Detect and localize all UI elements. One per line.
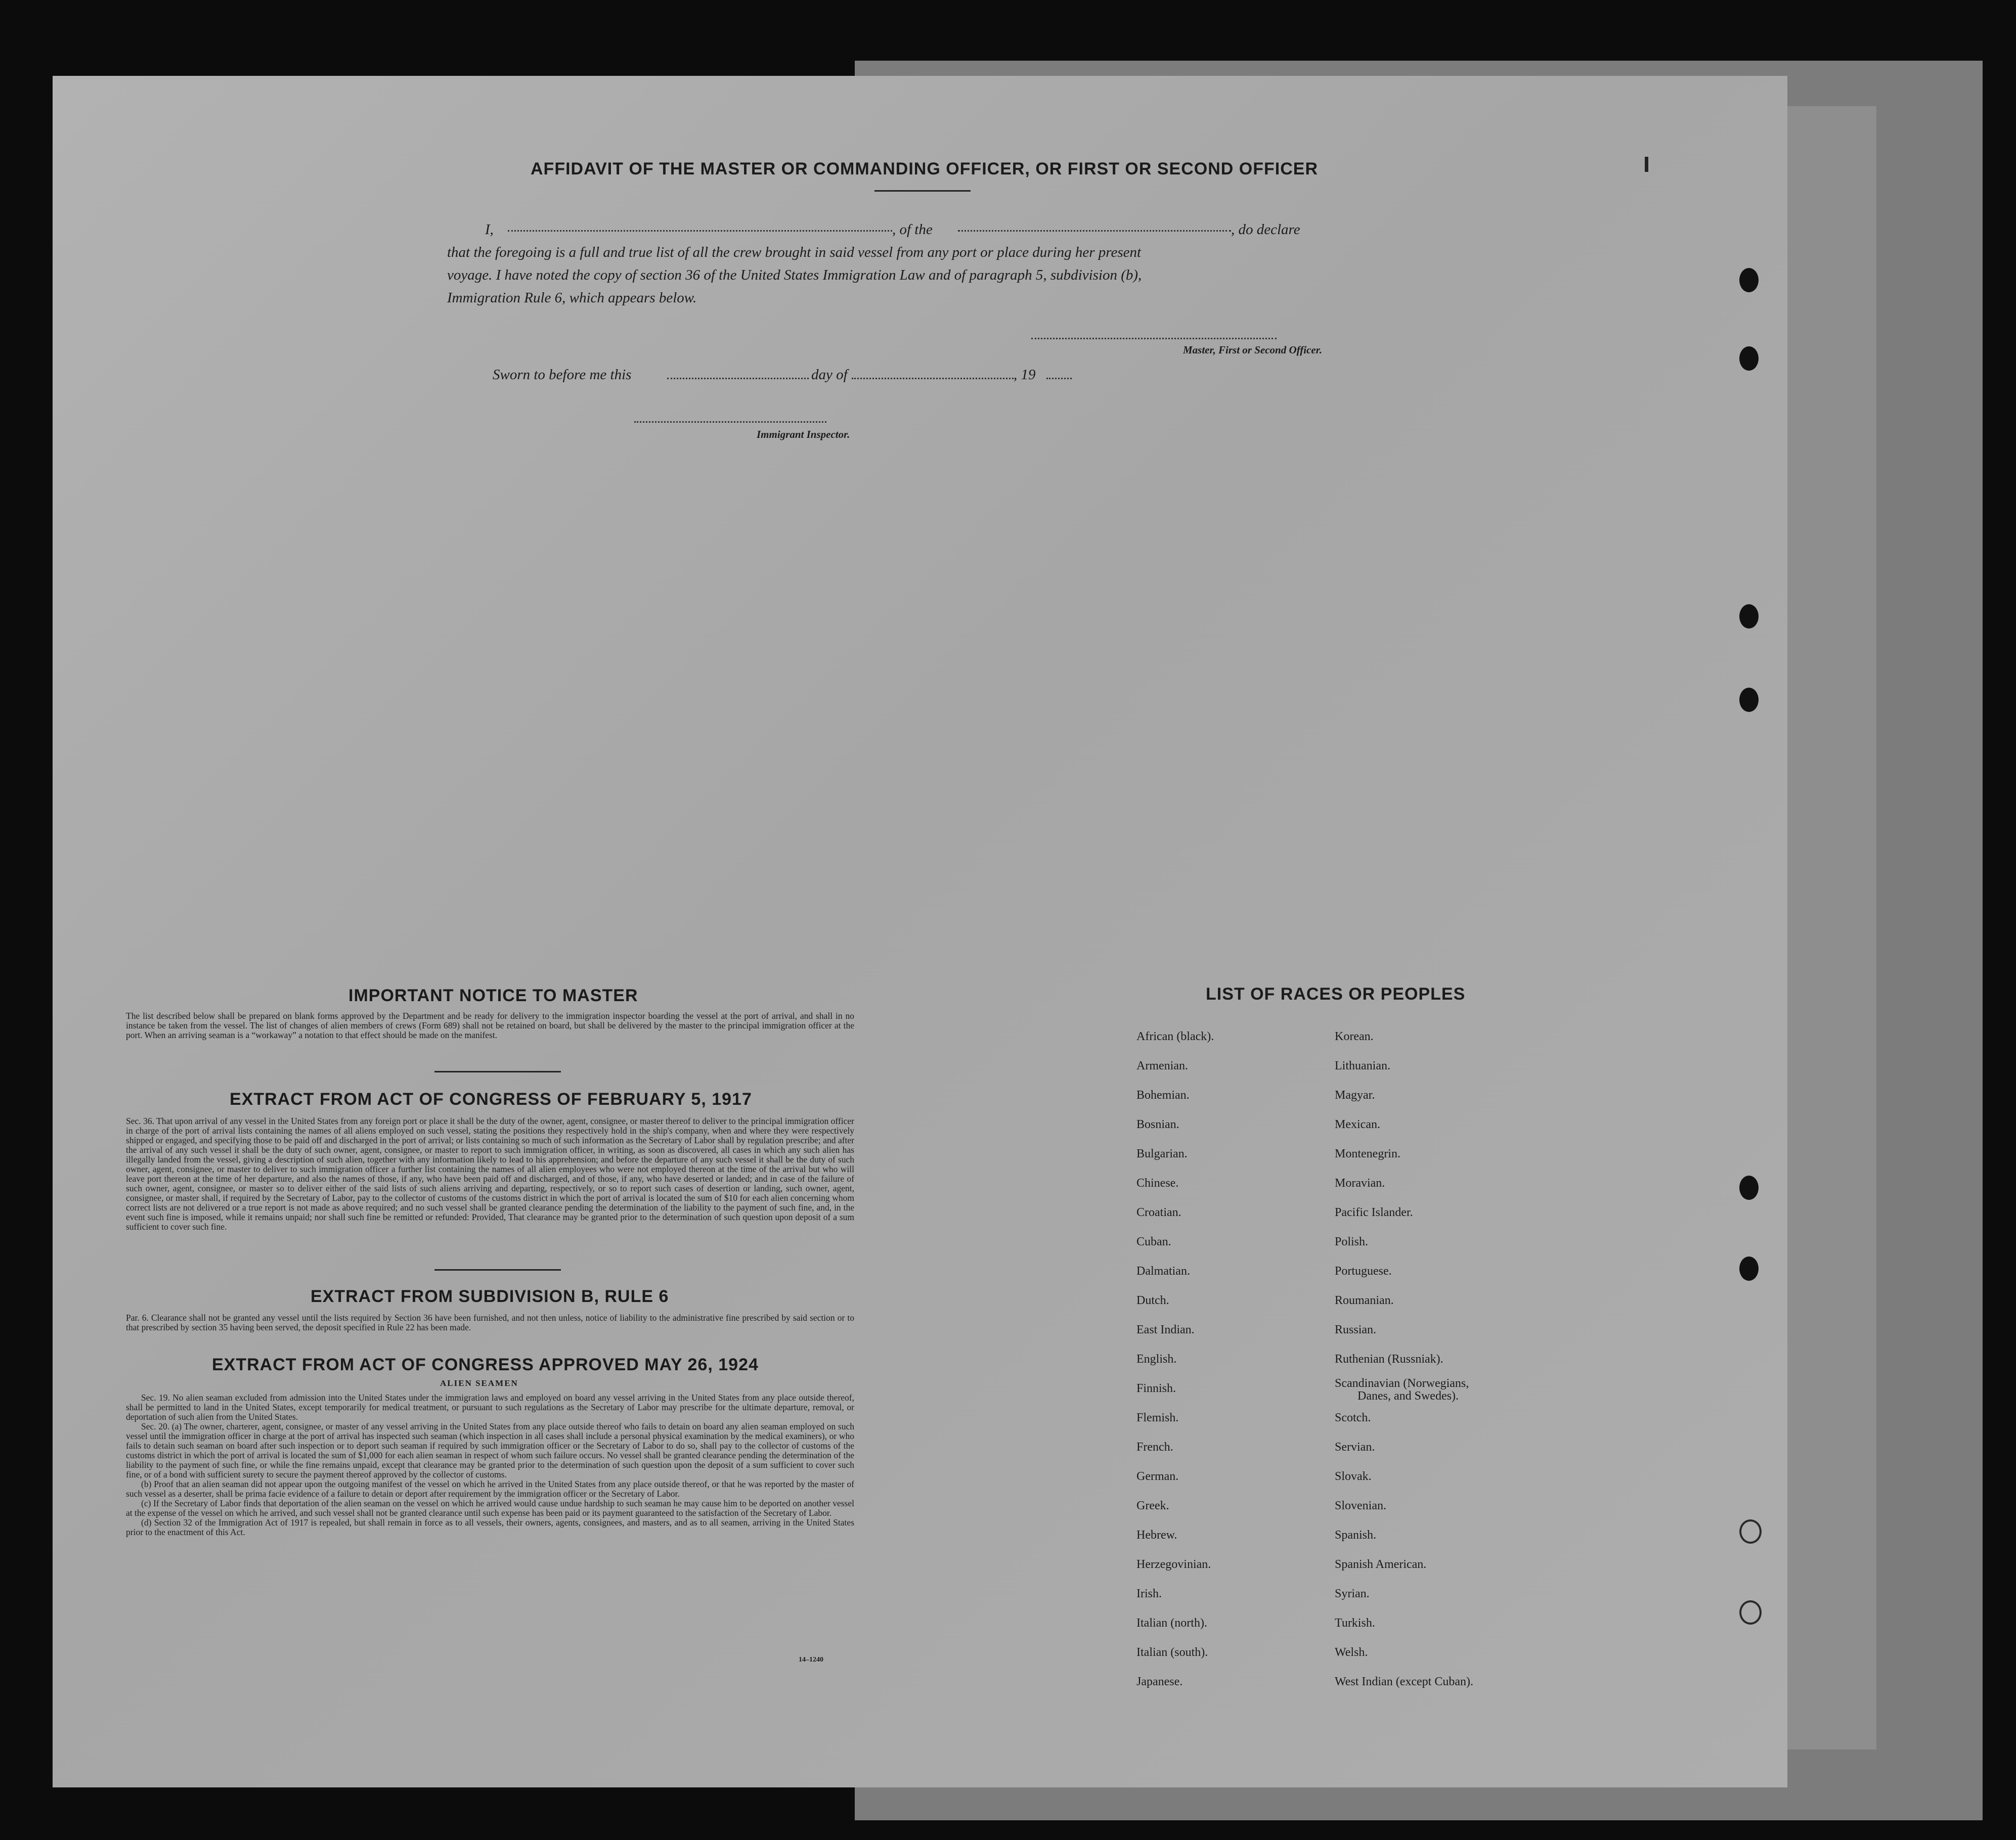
race-item: Herzegovinian. [1136, 1558, 1211, 1571]
name-blank[interactable] [508, 230, 892, 232]
race-item: Slovak. [1335, 1470, 1372, 1483]
sworn-day-blank[interactable] [667, 378, 809, 379]
race-item: Portuguese. [1335, 1265, 1392, 1278]
affidavit-i: I, [485, 221, 494, 238]
binder-hole [1739, 1256, 1759, 1281]
race-item: Scandinavian (Norwegians, [1335, 1377, 1469, 1390]
race-item: Slovenian. [1335, 1499, 1386, 1512]
race-item: Armenian. [1136, 1059, 1188, 1072]
race-item: Dutch. [1136, 1294, 1169, 1307]
binder-hole [1739, 604, 1759, 629]
races-title: LIST OF RACES OR PEOPLES [1206, 984, 1466, 1004]
race-item: Bohemian. [1136, 1089, 1190, 1102]
race-item: Finnish. [1136, 1382, 1176, 1395]
race-item: Japanese. [1136, 1675, 1183, 1688]
race-item: Mexican. [1335, 1118, 1380, 1131]
race-item: Korean. [1335, 1030, 1374, 1043]
affidavit-line3: voyage. I have noted the copy of section 36 of the United States Immigration Law and of paragraph 5, subdivision (b), [447, 267, 1142, 283]
sworn-text: Sworn to before me this [493, 367, 632, 383]
race-item: Spanish. [1335, 1529, 1377, 1542]
master-label: Master, First or Second Officer. [1183, 344, 1322, 356]
binder-hole [1739, 268, 1759, 292]
affidavit-declare: , do declare [1231, 221, 1300, 238]
race-item: Roumanian. [1335, 1294, 1394, 1307]
race-item: West Indian (except Cuban). [1335, 1675, 1473, 1688]
race-item: Dalmatian. [1136, 1265, 1190, 1278]
affidavit-line4: Immigration Rule 6, which appears below. [447, 290, 697, 306]
race-item: Russian. [1335, 1323, 1377, 1336]
extract-1917-text: Sec. 36. That upon arrival of any vessel in the United States from any foreign port or place it shall be the duty of the owner, agent, consignee, or master thereof to deliver to the principal immigration officer in charge of the port of arrival lists containing the names of all aliens employed on such vessel, stating the positions they respectively hold in the ship's company, when and where they were respectively shipped or engaged, and specifying those to be paid off and discharged in the port of arrival; or lists containing so much of such information as the Secretary of Labor shall by regulation prescribe; and after the arrival of any such vessel it shall be the duty of such owner, agent, consignee, or master to report to such immigration officer, in writing, as soon as discovered, all cases in which any such alien has illegally landed from the vessel, giving a description of such alien, together with any information likely to lead to his apprehension; and before the departure of any such vessel it shall be the duty of such owner, agent, consignee, or master to deliver to such immigration officer a further list containing the names of all alien employees who were not employed thereon at the time of the arrival but who will leave port thereon at the time of her departure, and also the names of those, if any, who have been paid off and discharged, and of those, if any, who have deserted or landed; and in case of the failure of such owner, agent, consignee, or master so to deliver either of the said lists of such aliens arriving and departing, respectively, or so to report such cases of desertion or landing, such owner, agent, consignee, or master shall, if required by the Secretary of Labor, pay to the collector of customs of the customs district in which the port of arrival is located the sum of $10 for each alien concerning whom correct lists are not delivered or a true report is not made as above required; and no such vessel shall be granted clearance pending the determination of the liability to the payment of such fine, and, in the event such fine is imposed, while it remains unpaid; nor shall such fine be remitted or refunded: Provided, That clearance may be granted prior to the determination of such question upon deposit of a sum sufficient to cover such fine. [126, 1116, 854, 1232]
race-item: Montenegrin. [1335, 1147, 1400, 1160]
extract-1924-para: Sec. 19. No alien seaman excluded from admission into the United States under the immigration laws and employed on board any vessel arriving in the United States from any place outside thereof, shall be permitted to land in the United States, except temporarily for medical treatment, or pursuant to such regulations as the Secretary of Labor may prescribe for the ultimate departure, removal, or deportation of such alien from the United States. [126, 1393, 854, 1422]
extract-1924-body [126, 1393, 854, 1537]
extract-1924-subtitle: ALIEN SEAMEN [440, 1378, 518, 1388]
race-item: Ruthenian (Russniak). [1335, 1353, 1443, 1366]
sworn-year: , 19 [1014, 367, 1036, 383]
race-item: English. [1136, 1353, 1177, 1366]
race-item: Chinese. [1136, 1177, 1179, 1190]
extract-1924-title: EXTRACT FROM ACT OF CONGRESS APPROVED MAY 26, 1924 [212, 1355, 759, 1374]
binder-ring [1739, 1519, 1762, 1544]
binder-hole [1739, 346, 1759, 371]
race-item: Pacific Islander. [1335, 1206, 1413, 1219]
extract-1924-para: (c) If the Secretary of Labor finds that deportation of the alien seaman on the vessel on which he arrived would cause undue hardship to such seaman he may cause him to be deported on another vessel at the expense of the vessel on which he arrived, and such vessel shall not be granted clearance until such expense has been paid or its payment guaranteed to the satisfaction of the Secretary of Labor. [126, 1498, 854, 1518]
title-rule [874, 190, 971, 192]
race-item: Croatian. [1136, 1206, 1181, 1219]
race-item: Italian (north). [1136, 1617, 1207, 1630]
race-item: Spanish American. [1335, 1558, 1427, 1571]
race-item: African (black). [1136, 1030, 1214, 1043]
binder-hole [1739, 1176, 1759, 1200]
extract-1924-para: (b) Proof that an alien seaman did not appear upon the outgoing manifest of the vessel on which he arrived in the United States from any place outside thereof, or that he was reported by the master of such vessel as a deserter, shall be prima facie evidence of a failure to detain or deport after requirement by the immigration officer or the Secretary of Labor. [126, 1479, 854, 1499]
section-rule [434, 1269, 561, 1271]
rule6-title: EXTRACT FROM SUBDIVISION B, RULE 6 [311, 1287, 669, 1306]
notice-title: IMPORTANT NOTICE TO MASTER [348, 986, 638, 1005]
race-item: Polish. [1335, 1235, 1369, 1248]
form-number: 14–1240 [799, 1656, 823, 1664]
race-item: Cuban. [1136, 1235, 1171, 1248]
race-item: German. [1136, 1470, 1179, 1483]
race-item: Bulgarian. [1136, 1147, 1188, 1160]
race-item: Hebrew. [1136, 1529, 1177, 1542]
race-item: Greek. [1136, 1499, 1169, 1512]
race-item: Moravian. [1335, 1177, 1385, 1190]
section-rule [434, 1071, 561, 1072]
race-item: Magyar. [1335, 1089, 1375, 1102]
race-item: Italian (south). [1136, 1646, 1208, 1659]
affidavit-of-the: , of the [892, 221, 933, 238]
rule6-text: Par. 6. Clearance shall not be granted any vessel until the lists required by Section 36 have been furnished, and not then unless, notice of liability to the administrative fine prescribed by said section or to that prescribed by section 35 having been served, the deposit specified in Rule 22 has been made. [126, 1313, 854, 1332]
sworn-month-blank[interactable] [852, 378, 1014, 379]
race-item: Irish. [1136, 1587, 1162, 1600]
affidavit-line2: that the foregoing is a full and true list of all the crew brought in said vessel from any port or place during her present [447, 244, 1142, 260]
race-item: Lithuanian. [1335, 1059, 1390, 1072]
extract-1924-para: Sec. 20. (a) The owner, charterer, agent, consignee, or master of any vessel arriving in the United States from any place outside thereof who fails to detain on board any alien seaman employed on such vessel until the immigration officer in charge at the port of arrival has inspected such seaman (which inspection in all cases shall include a personal physical examination by the medical examiners), or who fails to detain such seaman on board after such inspection or to deport such seaman if required by such immigration officer or the Secretary of Labor to do so, shall pay to the collector of customs of the customs district in which the port of arrival is located the sum of $1,000 for each alien seaman in respect of whom such failure occurs. No vessel shall be granted clearance pending the determination of the liability to the payment of such fine, or while the fine remains unpaid, except that clearance may be granted prior to the determination of such question upon the deposit of a sum sufficient to cover such fine, or of a bond with sufficient surety to secure the payment thereof approved by the collector of customs. [126, 1421, 854, 1479]
race-item: French. [1136, 1441, 1173, 1454]
vessel-blank[interactable] [958, 230, 1231, 232]
race-item: Welsh. [1335, 1646, 1368, 1659]
extract-1924-para: (d) Section 32 of the Immigration Act of 1917 is repealed, but shall remain in force as to all vessels, their owners, agents, consignees, and masters, and as to all seamen, arriving in the United States prior to the enactment of this Act. [126, 1517, 854, 1537]
notice-text: The list described below shall be prepared on blank forms approved by the Department and be ready for delivery to the immigration inspector boarding the vessel at the port of arrival, and shall in no instance be taken from the vessel. The list of changes of alien members of crews (Form 689) shall not be retained on board, but shall be delivered by the master to the principal immigration officer at the port. When an arriving seaman is a “workaway” a notation to that effect should be made on the manifest. [126, 1011, 854, 1040]
race-item-continued: Danes, and Swedes). [1357, 1389, 1459, 1403]
race-item: Scotch. [1335, 1411, 1371, 1424]
page-mark [1645, 157, 1648, 172]
race-item: East Indian. [1136, 1323, 1195, 1336]
master-signature-blank[interactable] [1031, 338, 1277, 339]
inspector-signature-blank[interactable] [634, 421, 826, 423]
binder-ring [1739, 1600, 1762, 1625]
race-item: Flemish. [1136, 1411, 1179, 1424]
extract-1917-title: EXTRACT FROM ACT OF CONGRESS OF FEBRUARY 5, 1917 [230, 1090, 752, 1109]
race-item: Turkish. [1335, 1617, 1375, 1630]
inspector-label: Immigrant Inspector. [757, 428, 850, 440]
binder-hole [1739, 688, 1759, 712]
race-item: Servian. [1335, 1441, 1375, 1454]
sworn-day-of: day of [811, 367, 848, 383]
form-page [53, 76, 1787, 1787]
affidavit-title: AFFIDAVIT OF THE MASTER OR COMMANDING OFFICER, OR FIRST OR SECOND OFFICER [531, 159, 1318, 178]
race-item: Bosnian. [1136, 1118, 1179, 1131]
race-item: Syrian. [1335, 1587, 1370, 1600]
sworn-year-blank[interactable] [1046, 378, 1072, 379]
